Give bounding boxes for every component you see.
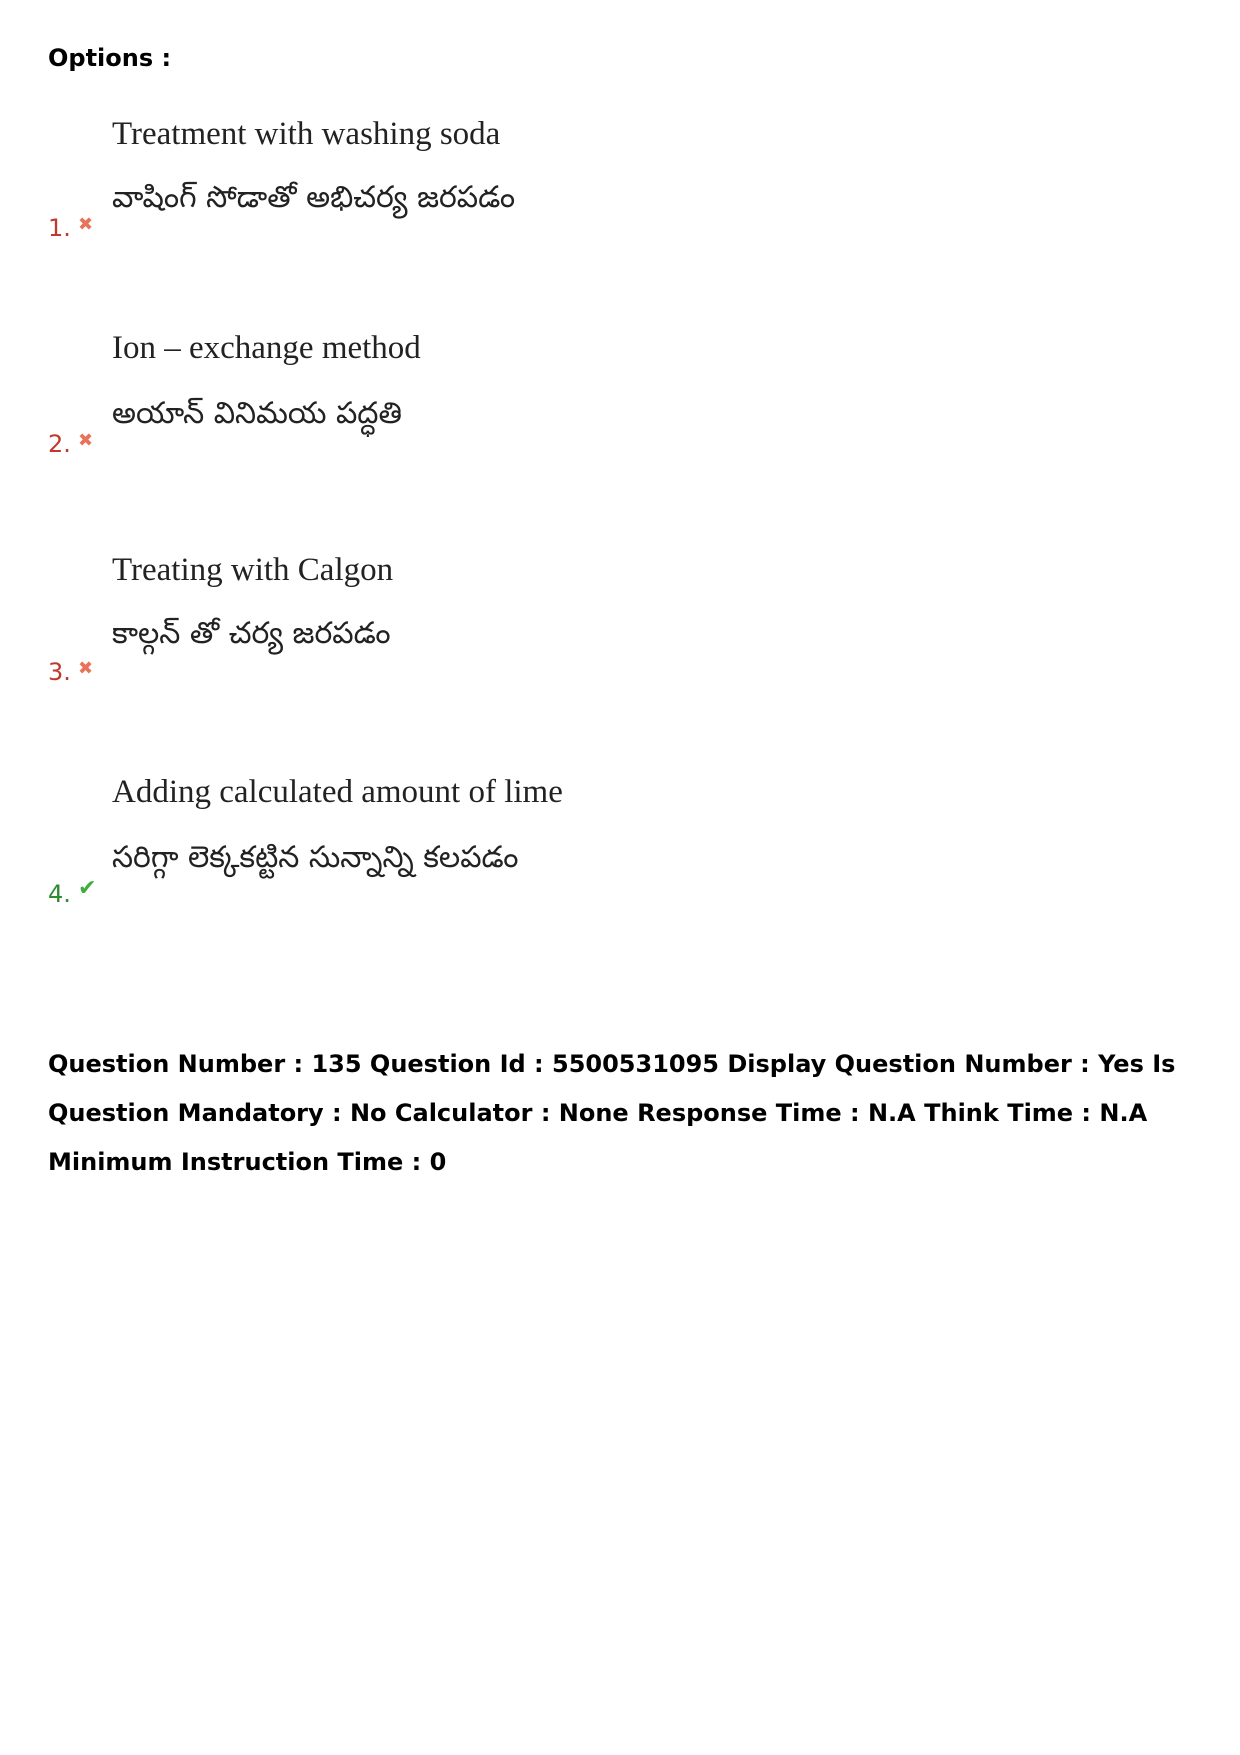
option-3-text-te: కాల్గన్ తో చర్య జరపడం: [112, 616, 391, 651]
question-metadata: Question Number : 135 Question Id : 5500531095 Display Question Number : Yes Is Question Mandatory : No Calculator : None Response Time : N.A Think Time : N.A Minimum Instruction Time : 0: [48, 1050, 1176, 1176]
option-1-text-te: వాషింగ్ సోడాతో అభిచర్య జరపడం: [112, 180, 516, 215]
check-icon: ✔: [78, 876, 97, 901]
option-4-text-te: సరిగ్గా లెక్కకట్టిన సున్నాన్ని కలపడం: [112, 840, 519, 875]
option-2-number: 2.: [48, 430, 71, 458]
cross-icon: ✖: [78, 214, 94, 235]
option-4-number: 4.: [48, 880, 71, 908]
option-2-text-en: Ion – exchange method: [112, 330, 421, 366]
cross-icon: ✖: [78, 430, 94, 451]
options-heading: Options :: [48, 44, 172, 72]
option-3-text-en: Treating with Calgon: [112, 552, 394, 588]
option-2-text-te: అయాన్ వినిమయ పద్ధతి: [112, 396, 402, 431]
option-1-text-en: Treatment with washing soda: [112, 116, 501, 152]
option-1-number: 1.: [48, 214, 71, 242]
option-4-text-en: Adding calculated amount of lime: [112, 774, 563, 810]
cross-icon: ✖: [78, 658, 94, 679]
option-3-number: 3.: [48, 658, 71, 686]
